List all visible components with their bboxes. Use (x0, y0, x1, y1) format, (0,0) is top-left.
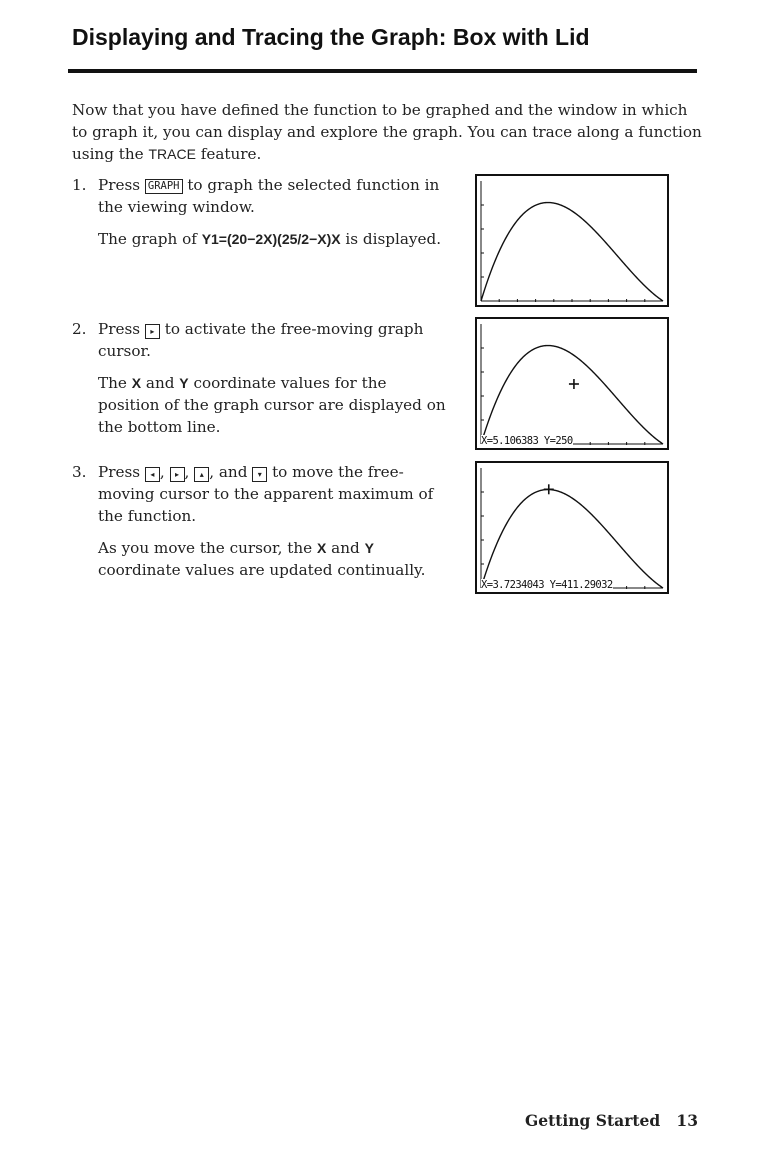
step-2-detail-after: coordinate values for the position of the graph cursor are displayed on the bottom line. (98, 374, 446, 436)
intro-text-before: Now that you have defined the function to be graphed and the window in which to graph it, you can display and explore the graph. You can trace along a function using the (72, 101, 702, 163)
step-1 (72, 174, 452, 260)
step-1-main (98, 174, 452, 218)
step-2-main (98, 318, 452, 362)
step-3-detail (98, 537, 452, 581)
page-number: 13 (676, 1111, 698, 1130)
step-1-number: 1. (72, 176, 87, 194)
step-2 (72, 318, 452, 448)
right-arrow-key-icon: ▸ (170, 467, 185, 482)
heading-rule (68, 69, 697, 73)
step-1-detail-after: is displayed. (340, 230, 442, 248)
function-formula: Y1=(20−2X)(25/2−X)X (201, 231, 341, 247)
step-3-sep-2: , (184, 463, 195, 481)
step-3-main-before: Press (98, 463, 145, 481)
function-curve (481, 346, 663, 444)
graph-plot (477, 463, 667, 592)
right-arrow-key-icon: ▸ (145, 324, 160, 339)
page-footer (490, 1111, 698, 1130)
left-arrow-key-icon: ◂ (145, 467, 160, 482)
step-1-detail (98, 228, 452, 250)
intro-text-after: feature. (195, 145, 262, 163)
down-arrow-key-icon: ▾ (252, 467, 267, 482)
y-variable: Y (364, 540, 374, 556)
function-curve (481, 203, 663, 301)
graph-screen-2 (475, 317, 669, 450)
page-heading: Displaying and Tracing the Graph: Box with Lid (72, 24, 590, 50)
step-3-number: 3. (72, 463, 87, 481)
footer-section: Getting Started (524, 1111, 661, 1130)
step-1-detail-before: The graph of (98, 230, 202, 248)
step-2-main-before: Press (98, 320, 145, 338)
step-2-number: 2. (72, 320, 87, 338)
step-3-sep-1: , (159, 463, 170, 481)
step-3 (72, 461, 452, 591)
step-2-detail-before: The (98, 374, 132, 392)
cursor-readout: X=3.7234043 Y=411.29032 (481, 579, 613, 591)
step-2-detail-mid: and (141, 374, 180, 392)
step-3-detail-after: coordinate values are updated continually. (98, 561, 426, 579)
x-variable: X (131, 375, 142, 391)
step-1-main-after: to graph the selected function in the viewing window. (98, 176, 440, 216)
step-3-main (98, 461, 452, 527)
step-3-sep-3: , and (209, 463, 253, 481)
graph-key: GRAPH (145, 179, 183, 194)
function-curve (481, 490, 663, 588)
trace-key-label: TRACE (148, 146, 196, 162)
graph-plot (477, 176, 667, 305)
step-3-main-after: to move the free-moving cursor to the apparent maximum of the function. (98, 463, 434, 525)
step-2-detail (98, 372, 452, 438)
cursor-readout: X=5.106383 Y=250 (481, 435, 573, 447)
graph-screen-3 (475, 461, 669, 594)
x-variable: X (317, 540, 327, 556)
graph-screen-1 (475, 174, 669, 307)
step-2-main-after: to activate the free-moving graph cursor. (98, 320, 424, 360)
graph-plot (477, 319, 667, 448)
up-arrow-key-icon: ▴ (194, 467, 209, 482)
y-variable: Y (179, 375, 189, 391)
step-3-detail-before: As you move the cursor, the (98, 539, 317, 557)
intro-paragraph (72, 99, 707, 165)
step-3-detail-mid: and (326, 539, 365, 557)
step-1-main-before: Press (98, 176, 145, 194)
